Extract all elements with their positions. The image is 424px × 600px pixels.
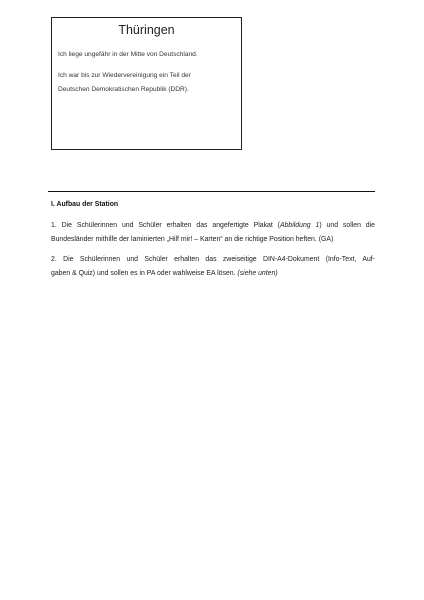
info-card-thueringen [51, 17, 242, 150]
card-text-history-line2: Deutschen Demokratischen Republik (DDR). [58, 86, 189, 93]
card-text-location: Ich liege ungefähr in der Mitte von Deutschland. [58, 51, 198, 58]
instruction-item-1 [51, 219, 375, 247]
item2-text-pre: gaben & Quiz) und sollen es in PA oder wahlweise EA lösen. [51, 270, 238, 277]
card-text-history-line1: Ich war bis zur Wiedervereinigung ein Teil der [58, 72, 191, 79]
item1-text-pre: 1. Die Schülerinnen und Schüler erhalten das angefertigte Plakat ( [51, 222, 280, 229]
section-heading: I. Aufbau der Station [51, 201, 119, 208]
card-title: Thüringen [118, 23, 175, 37]
instruction-item-2 [51, 253, 375, 281]
item1-text-post: ) und sollen die [319, 222, 375, 229]
item2-see-below: (siehe unten) [237, 270, 278, 277]
item1-figure-ref: Abbildung 1 [279, 222, 320, 229]
instruction-item-1-line1 [51, 219, 375, 233]
section-divider [48, 191, 375, 192]
instruction-item-2-line2 [51, 267, 375, 281]
instruction-item-1-line2: Bundesländer mithilfe der laminierten „Hilf mir! – Karten“ an die richtige Position heften. (GA) [51, 236, 334, 243]
instruction-item-2-line1: 2. Die Schülerinnen und Schüler erhalten das zweiseitige DIN-A4-Dokument (Info-Text, Auf- [51, 256, 375, 263]
card-text-history [58, 69, 237, 97]
